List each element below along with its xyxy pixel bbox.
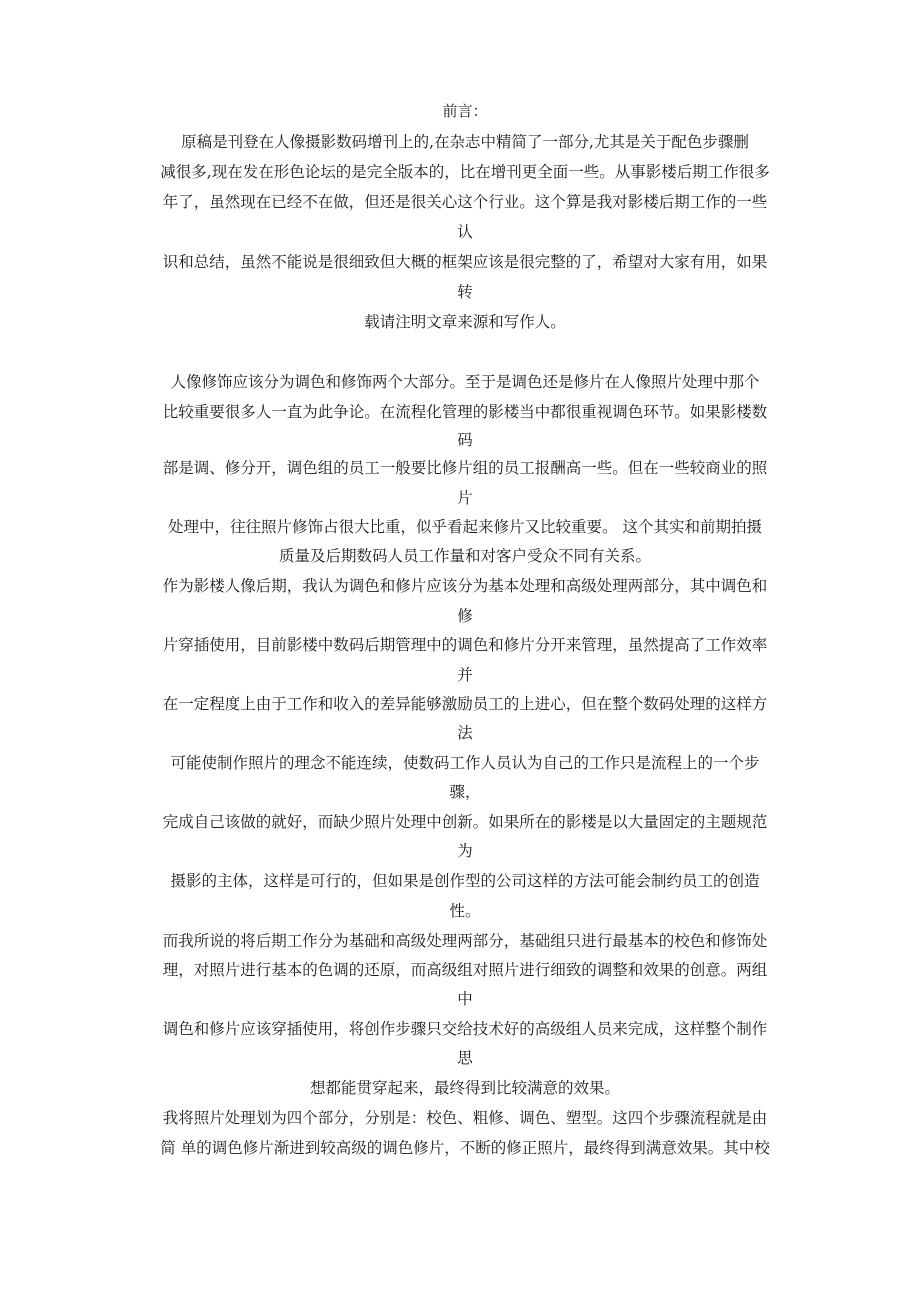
text-line: 比较重要很多人一直为此争论。在流程化管理的影楼当中都很重视调色环节。如果影楼数 xyxy=(162,403,768,421)
text-line: 识和总结，虽然不能说是很细致但大概的框架应该是很完整的了，希望对大家有用，如果 xyxy=(162,253,768,271)
text-line: 转 xyxy=(457,283,473,301)
text-line: 摄影的主体，这样是可行的，但如果是创作型的公司这样的方法可能会制约员工的创造 xyxy=(170,872,760,890)
text-line: 原稿是刊登在人像摄影数码增刊上的,在杂志中精简了一部分,尤其是关于配色步骤删 xyxy=(181,133,749,151)
text-line: 而我所说的将后期工作分为基础和高级处理两部分，基础组只进行最基本的校色和修饰处 xyxy=(162,932,768,950)
text-line: 码 xyxy=(457,431,473,449)
text-line: 理，对照片进行基本的色调的还原，而高级组对照片进行细致的调整和效果的创意。两组 xyxy=(162,961,768,979)
text-line: 中 xyxy=(457,990,473,1008)
text-line: 想都能贯穿起来，最终得到比较满意的效果。 xyxy=(309,1079,620,1097)
text-line: 人像修饰应该分为调色和修饰两个大部分。至于是调色还是修片在人像照片处理中那个 xyxy=(170,373,760,391)
text-line: 片 xyxy=(457,489,473,507)
text-line: 可能使制作照片的理念不能连续，使数码工作人员认为自己的工作只是流程上的一个步 xyxy=(170,754,760,772)
text-line: 性。 xyxy=(449,902,481,920)
blank-line xyxy=(138,337,792,367)
text-line: 载请注明文章来源和写作人。 xyxy=(364,313,566,331)
document-title: 前言： xyxy=(442,102,488,120)
text-line: 法 xyxy=(457,724,473,742)
text-line: 骤， xyxy=(449,783,481,801)
text-line: 认 xyxy=(457,223,473,241)
text-line: 完成自己该做的就好，而缺少照片处理中创新。如果所在的影楼是以大量固定的主题规范 xyxy=(162,813,768,831)
text-line: 质量及后期数码人员工作量和对客户受众不同有关系。 xyxy=(278,547,651,565)
text-line: 为 xyxy=(457,842,473,860)
text-line: 简 单的调色修片渐进到较高级的调色修片，不断的修正照片，最终得到满意效果。其中校 xyxy=(160,1139,770,1157)
text-line: 处理中，往往照片修饰占很大比重，似乎看起来修片又比较重要。 这个其实和前期拍摄 xyxy=(168,518,762,536)
text-line: 思 xyxy=(457,1049,473,1067)
text-line: 在一定程度上由于工作和收入的差异能够激励员工的上进心，但在整个数码处理的这样方 xyxy=(162,695,768,713)
text-line: 作为影楼人像后期，我认为调色和修片应该分为基本处理和高级处理两部分，其中调色和 xyxy=(162,577,768,595)
text-line: 修 xyxy=(457,607,473,625)
text-line: 调色和修片应该穿插使用，将创作步骤只交给技术好的高级组人员来完成，这样整个制作 xyxy=(162,1020,768,1038)
text-line: 年了，虽然现在已经不在做，但还是很关心这个行业。这个算是我对影楼后期工作的一些 xyxy=(162,193,768,211)
text-line: 我将照片处理划为四个部分，分别是：校色、粗修、调色、塑型。这四个步骤流程就是由 xyxy=(162,1109,768,1127)
text-line: 部是调、修分开，调色组的员工一般要比修片组的员工报酬高一些。但在一些较商业的照 xyxy=(162,459,768,477)
text-line: 片穿插使用，目前影楼中数码后期管理中的调色和修片分开来管理，虽然提高了工作效率 xyxy=(162,636,768,654)
text-line: 并 xyxy=(457,666,473,684)
text-line: 减很多,现在发在形色论坛的是完全版本的，比在增刊更全面一些。从事影楼后期工作很多 xyxy=(160,163,770,181)
